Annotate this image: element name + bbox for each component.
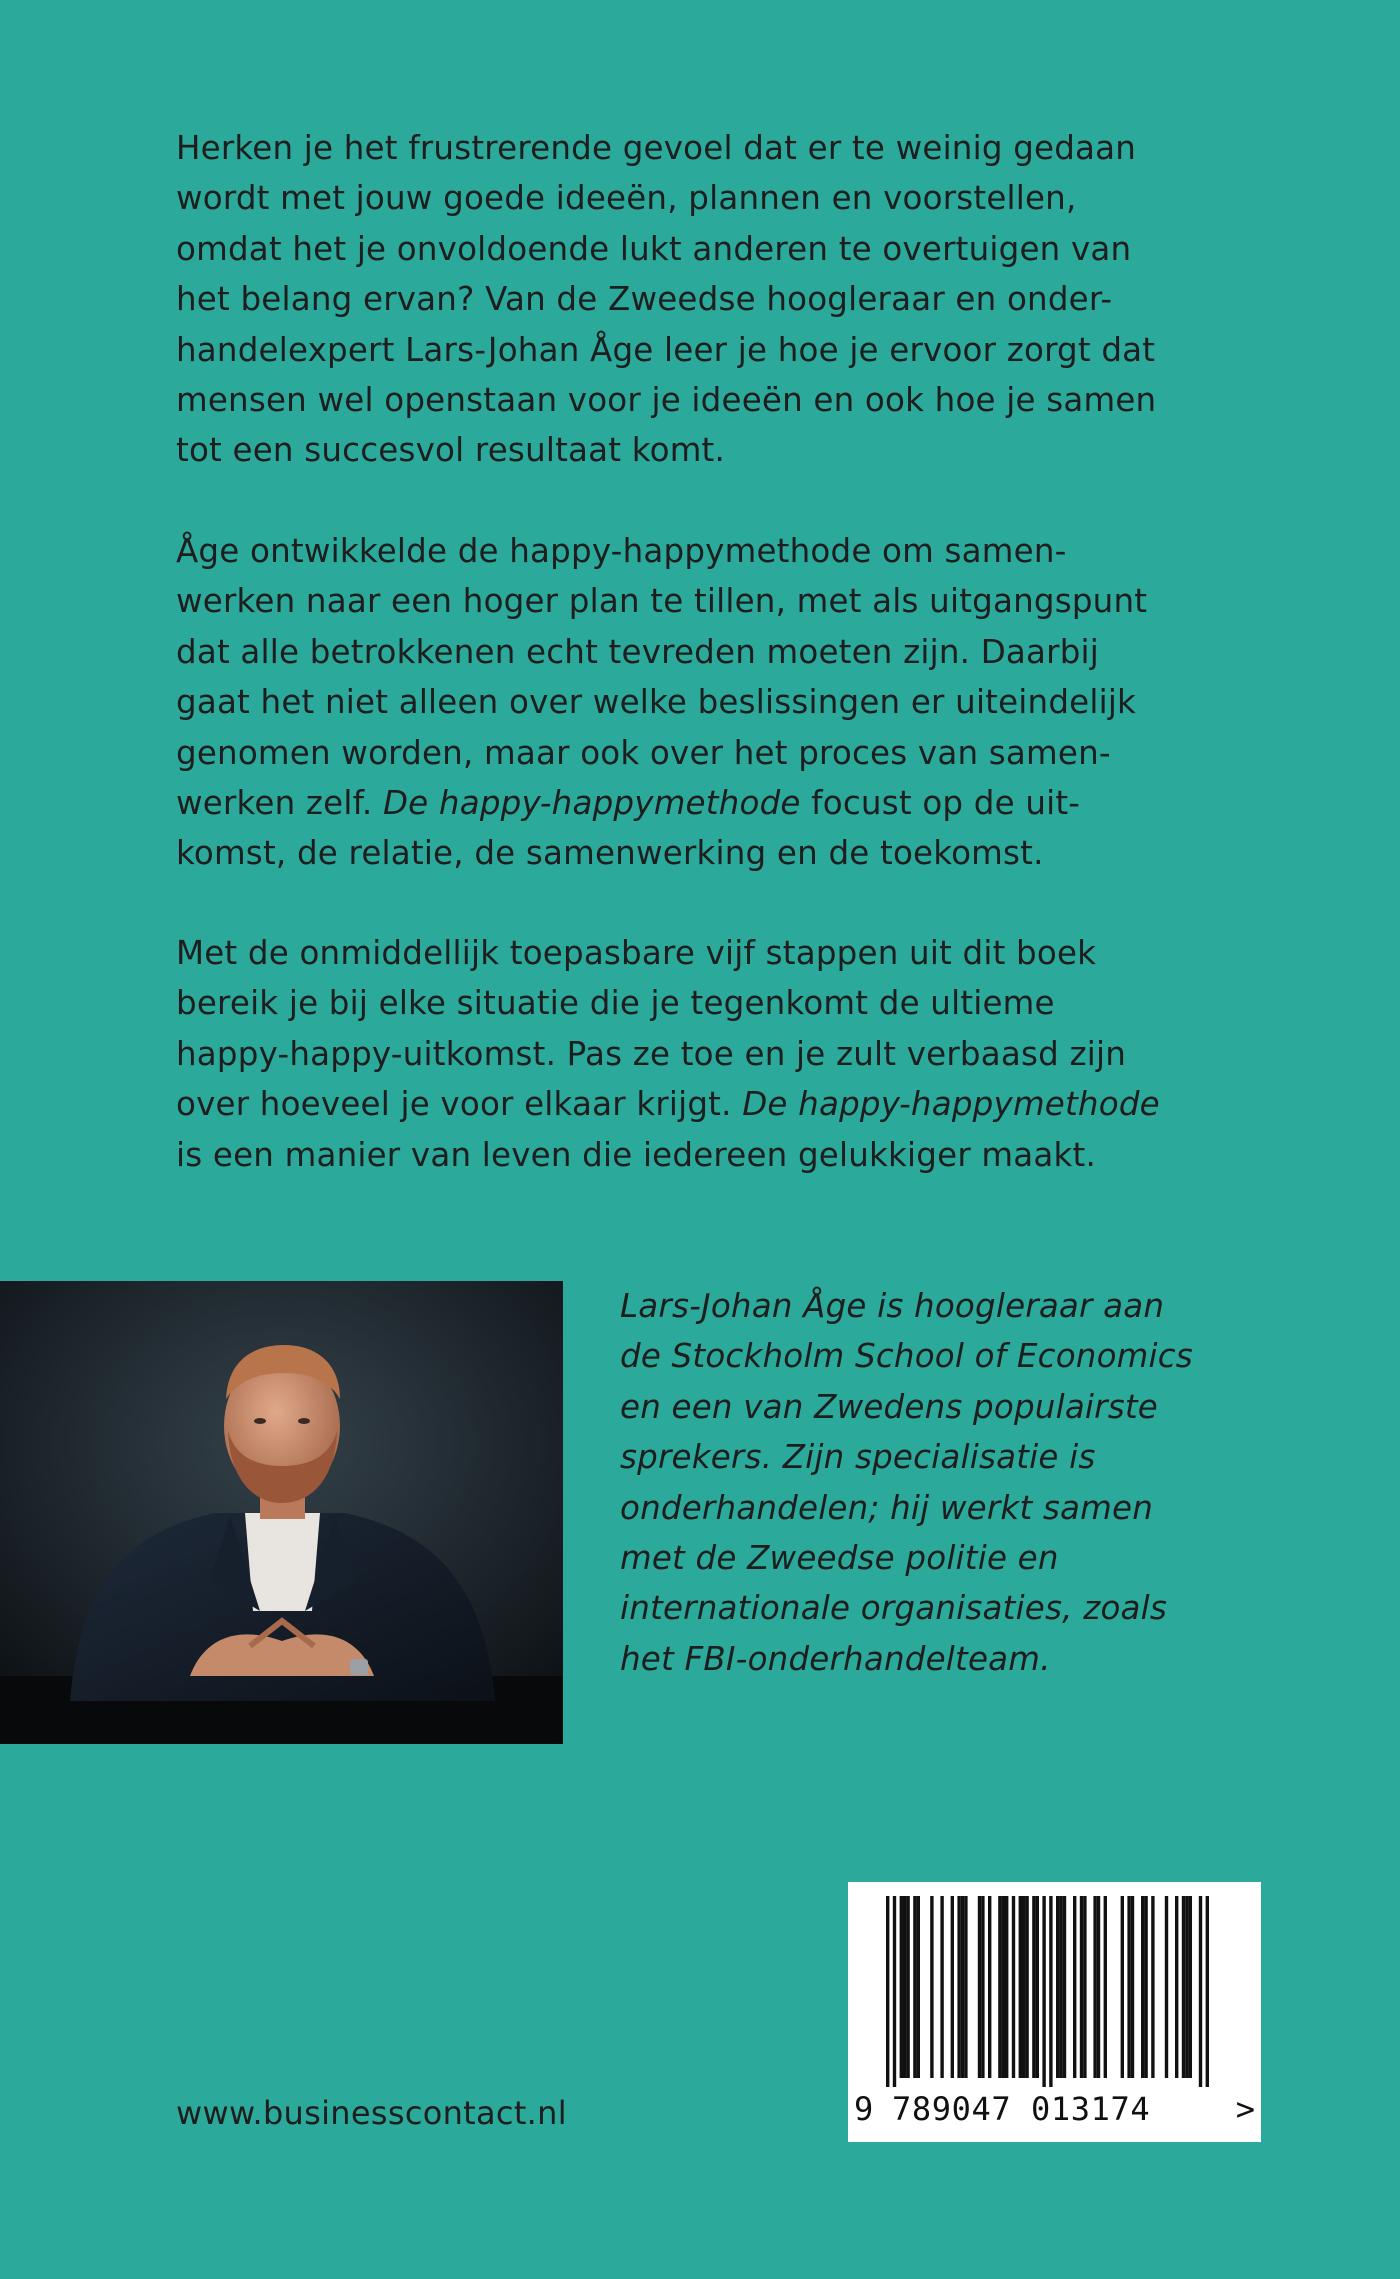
barcode-bar — [917, 1896, 920, 2078]
book-title-italic: De happy-happymethode — [742, 1085, 1160, 1124]
barcode-bar — [903, 1896, 906, 2078]
barcode-bar — [1131, 1896, 1134, 2078]
author-photo — [0, 1281, 563, 1744]
blurb-paragraph-2-text-a: Åge ontwikkelde de happy-happymethode om samen- werken naar een hoger plan te tillen, met als uitgangspunt dat alle betrokkenen echt tevreden moeten zijn. Daarbij gaat het niet alleen over welke beslissingen er uiteindelijk genomen worden, maar ook over het proces van samen- werken zelf. — [176, 532, 1148, 823]
barcode-bar — [1185, 1896, 1188, 2078]
blurb-paragraph-3-text-b: is een manier van leven die iedereen gelukkiger maakt. — [176, 1135, 1096, 1174]
barcode-bar — [1049, 1896, 1052, 2087]
barcode-bar — [1025, 1896, 1028, 2078]
barcode-bar — [998, 1896, 1001, 2078]
barcode-bar — [1002, 1896, 1005, 2078]
barcode-bar — [1097, 1896, 1100, 2078]
barcode-bar — [1063, 1896, 1066, 2078]
barcode-bar — [900, 1896, 903, 2078]
barcode-bar — [1151, 1896, 1154, 2078]
barcode-bar — [1182, 1896, 1185, 2078]
barcode-bar — [981, 1896, 984, 2078]
barcode-bar — [978, 1896, 981, 2078]
barcode-bar — [957, 1896, 960, 2078]
blurb-paragraph-3-text-a: Met de onmiddellijk toepasbare vijf stappen uit dit boek bereik je bij elke situatie die je tegenkomt de ultieme happy-happy-uitkomst. Pas ze toe en je zult verbaasd zijn over hoeveel je voor elkaar krijgt. — [176, 934, 1126, 1124]
publisher-website[interactable]: www.businesscontact.nl — [176, 2094, 567, 2132]
barcode-bar — [1032, 1896, 1035, 2078]
barcode-bar — [1093, 1896, 1096, 2078]
author-bio: Lars-Johan Åge is hoogleraar aan de Stockholm School of Economics en een van Zwedens populairste sprekers. Zijn specialisatie is onderhandelen; hij werkt samen met de Zweedse politie en internationale organisaties, zoals het FBI-onderhandelteam. — [620, 1287, 1193, 1678]
blurb-paragraph-3 — [176, 928, 1266, 1180]
isbn-digits — [848, 2088, 1261, 2130]
barcode-bar — [1073, 1896, 1076, 2078]
barcode-bar — [988, 1896, 991, 2078]
barcode-bar — [1121, 1896, 1124, 2078]
barcode-bar — [1199, 1896, 1202, 2087]
blurb-paragraph-2 — [176, 526, 1266, 879]
barcode-bar — [886, 1896, 889, 2087]
barcode-bar — [1104, 1896, 1107, 2078]
barcode-bar — [1042, 1896, 1045, 2087]
blurb-paragraph-2-text-b: focust op de uit- komst, de relatie, de samenwerking en de toekomst. — [176, 784, 1081, 873]
barcode-bar — [930, 1896, 933, 2078]
barcode-bar — [1189, 1896, 1192, 2078]
barcode-bar — [1080, 1896, 1083, 2078]
barcode-bars — [848, 1882, 1261, 2087]
barcode-bar — [1059, 1896, 1062, 2078]
isbn-arrow: > — [1235, 2090, 1255, 2128]
barcode-bar — [1127, 1896, 1130, 2078]
barcode-bar — [1144, 1896, 1147, 2078]
barcode-bar — [913, 1896, 916, 2078]
barcode-bar — [1165, 1896, 1168, 2078]
barcode-bar — [1141, 1896, 1144, 2078]
isbn-number: 789047 013174 — [892, 2090, 1151, 2128]
barcode-bar — [1012, 1896, 1015, 2078]
blurb-paragraph-1: Herken je het frustrerende gevoel dat er te weinig gedaan wordt met jouw goede ideeën, plannen en voorstellen, omdat het je onvoldoende lukt anderen te overtuigen van het belang ervan? Van de Zweedse hoogleraar en onder- handelexpert Lars-Johan Åge leer je hoe je ervoor zorgt dat mensen wel openstaan voor je ideeën en ook hoe je samen tot een succesvol resultaat komt. — [176, 129, 1157, 470]
book-title-italic: De happy-happymethode — [382, 784, 801, 823]
barcode-bar — [1206, 1896, 1209, 2087]
barcode-bar — [906, 1896, 909, 2078]
barcode-bar — [940, 1896, 943, 2078]
barcode-bar — [961, 1896, 964, 2078]
barcode-bar — [964, 1896, 967, 2078]
barcode-bar — [1175, 1896, 1178, 2078]
isbn-barcode — [848, 1882, 1261, 2142]
barcode-bar — [1056, 1896, 1059, 2078]
barcode-bar — [1022, 1896, 1025, 2078]
barcode-bar — [1083, 1896, 1086, 2078]
barcode-bar — [951, 1896, 954, 2078]
barcode-bar — [1019, 1896, 1022, 2078]
barcode-bar — [893, 1896, 896, 2087]
barcode-bar — [1036, 1896, 1039, 2078]
isbn-first-digit: 9 — [854, 2090, 874, 2128]
barcode-bar — [1005, 1896, 1008, 2078]
